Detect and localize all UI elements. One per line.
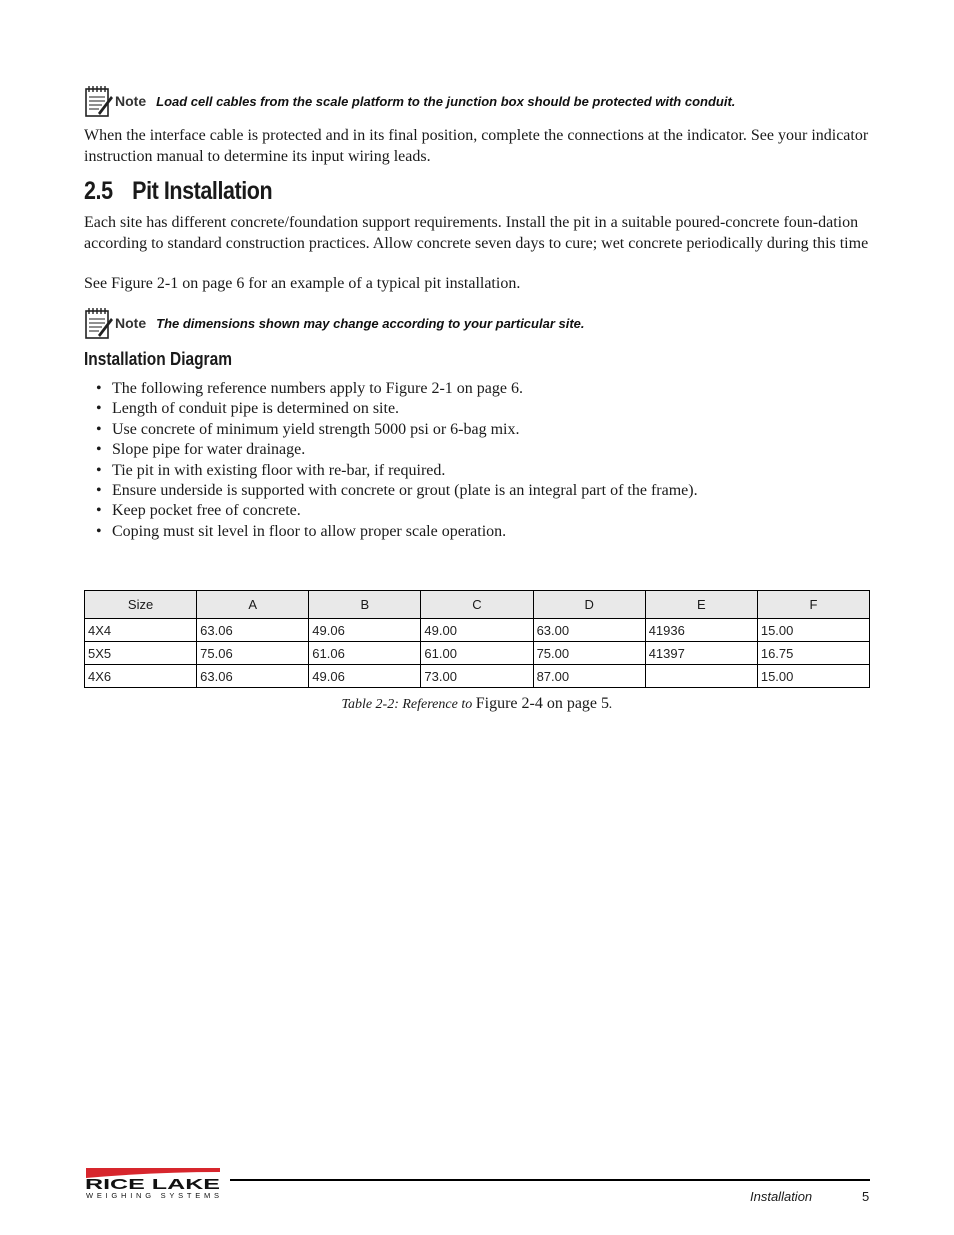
note-label: Note bbox=[115, 93, 147, 109]
notepad-icon bbox=[84, 84, 114, 118]
logo-wordmark: RICE LAKE bbox=[85, 1176, 220, 1193]
rice-lake-logo bbox=[84, 1166, 222, 1200]
table-row bbox=[85, 619, 870, 642]
note-callout bbox=[84, 306, 585, 340]
table-cell: 41936 bbox=[645, 619, 757, 642]
table-cell bbox=[645, 665, 757, 688]
table-cell: 15.00 bbox=[757, 619, 869, 642]
notepad-icon bbox=[84, 306, 114, 340]
page-number: 5 bbox=[862, 1189, 870, 1204]
table-cell: 75.06 bbox=[197, 642, 309, 665]
table-cell: 49.06 bbox=[309, 619, 421, 642]
table-cell: 87.00 bbox=[533, 665, 645, 688]
intro-paragraph: When the interface cable is protected and in its final position, complete the connections at the indicator. See your indicator instruction manual to determine its input wiring leads. bbox=[84, 127, 869, 165]
list-item: • Slope pipe for water drainage. bbox=[96, 441, 306, 459]
table-cell: 49.00 bbox=[421, 619, 533, 642]
caption-label: Table 2-2: Reference to bbox=[341, 697, 473, 712]
table-header-cell: C bbox=[421, 591, 533, 619]
list-item: • The following reference numbers apply to Figure 2-1 on page 6. bbox=[96, 380, 523, 397]
table-cell: 5X5 bbox=[85, 642, 197, 665]
table-header-row bbox=[85, 591, 870, 619]
dimensions-table bbox=[84, 590, 870, 688]
table-cell: 41397 bbox=[645, 642, 757, 665]
note-text: Load cell cables from the scale platform to the junction box should be protected with conduit. bbox=[156, 93, 736, 109]
subsection-heading: Installation Diagram bbox=[84, 349, 232, 369]
note-text: The dimensions shown may change according to your particular site. bbox=[156, 315, 585, 331]
section-number: 2.5 bbox=[84, 177, 113, 205]
table-header-cell: A bbox=[197, 591, 309, 619]
table-header-cell: Size bbox=[85, 591, 197, 619]
table-cell: 15.00 bbox=[757, 665, 869, 688]
note-callout bbox=[84, 84, 735, 118]
footer-rule bbox=[230, 1179, 870, 1181]
note-label: Note bbox=[115, 315, 147, 331]
table-caption: Table 2-2: Reference to Figure 2-4 on page 5. bbox=[341, 695, 613, 712]
list-item: • Use concrete of minimum yield strength 5000 psi or 6-bag mix. bbox=[96, 420, 520, 438]
section-paragraph: Each site has different concrete/foundation support requirements. Install the pit in a suitable poured-concrete foun-dation according to standard construction practices. Allow concrete seven days to cure; wet concrete periodically during this time bbox=[84, 214, 869, 252]
table-header-cell: E bbox=[645, 591, 757, 619]
table-cell: 61.06 bbox=[309, 642, 421, 665]
list-item: • Ensure underside is supported with concrete or grout (plate is an integral part of the frame). bbox=[96, 481, 698, 499]
logo-tagline: WEIGHING SYSTEMS bbox=[86, 1191, 219, 1200]
table-cell: 4X4 bbox=[85, 619, 197, 642]
table-row bbox=[85, 665, 870, 688]
list-item: • Coping must sit level in floor to allow proper scale operation. bbox=[96, 522, 507, 540]
section-heading bbox=[84, 177, 272, 206]
table-cell: 49.06 bbox=[309, 665, 421, 688]
bullet-list bbox=[84, 379, 698, 542]
table-cell: 4X6 bbox=[85, 665, 197, 688]
section-title: Pit Installation bbox=[132, 177, 273, 205]
list-item: • Tie pit in with existing floor with re-bar, if required. bbox=[96, 461, 446, 479]
figure-reference-paragraph: See Figure 2-1 on page 6 for an example of a typical pit installation. bbox=[84, 275, 521, 292]
table-cell: 73.00 bbox=[421, 665, 533, 688]
table-cell: 63.06 bbox=[197, 619, 309, 642]
table-header-cell: B bbox=[309, 591, 421, 619]
table-cell: 63.00 bbox=[533, 619, 645, 642]
list-item: • Length of conduit pipe is determined on site. bbox=[96, 400, 400, 418]
table-row bbox=[85, 642, 870, 665]
list-item: • Keep pocket free of concrete. bbox=[96, 502, 301, 520]
footer-section-name: Installation bbox=[750, 1189, 813, 1204]
table-header-cell: F bbox=[757, 591, 869, 619]
table-cell: 16.75 bbox=[757, 642, 869, 665]
table-cell: 61.00 bbox=[421, 642, 533, 665]
table-cell: 75.00 bbox=[533, 642, 645, 665]
table-header-cell: D bbox=[533, 591, 645, 619]
table-cell: 63.06 bbox=[197, 665, 309, 688]
caption-figure-link[interactable]: Figure 2-4 on page 5 bbox=[475, 695, 610, 712]
